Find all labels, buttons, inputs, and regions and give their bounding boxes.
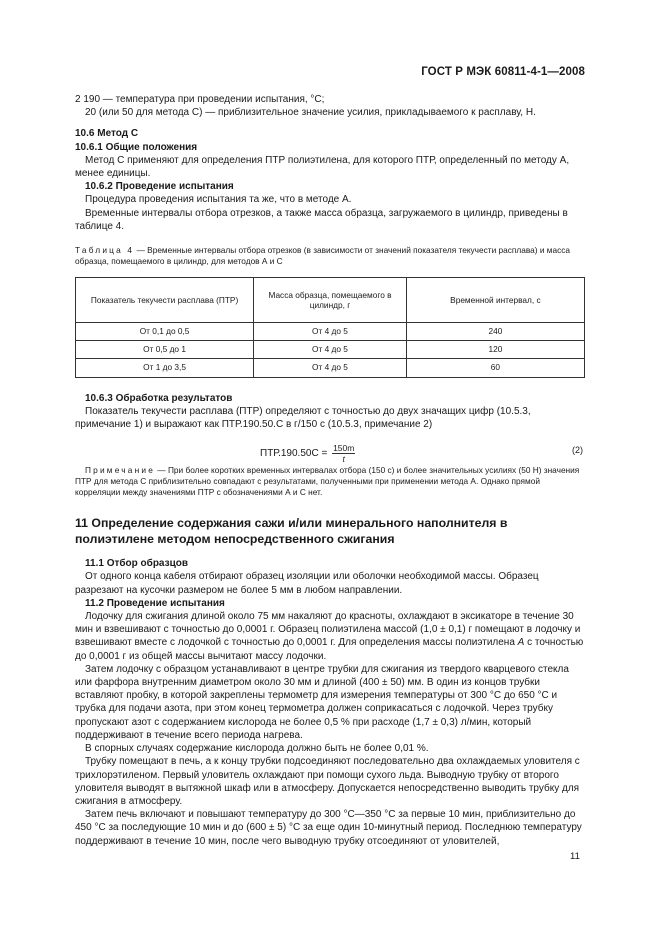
page-number: 11 <box>570 851 580 862</box>
legend-line-2: 20 (или 50 для метода С) — приблизительное значение усилия, прикладываемого к расплаву, Н. <box>85 107 536 119</box>
section-11-2-para-1 <box>75 610 585 663</box>
table-4-label: Таблица 4 <box>75 245 135 256</box>
para-text: Лодочку для сжигания длиной около 75 мм накаляют до красноты, охлаждают в эксикаторе в течение 30 мин и взвешивают с точностью до 0,0001 г. Образец полиэтилена массой (1,0 ± 0,1) г помещают в лодочку и взвешивают вместе с лодочкой с точностью до 0,0001 г. Для определения массы полиэтилена <box>75 611 581 649</box>
table-4-caption <box>75 245 585 267</box>
section-10-6-1-title: 10.6.1 Общие положения <box>75 141 198 153</box>
table-cell: 240 <box>406 323 584 341</box>
section-10-6-2-title: 10.6.2 Проведение испытания <box>85 181 234 193</box>
table-row <box>76 359 585 377</box>
section-11-2-para-3: В спорных случаях содержание кислорода должно быть не более 0,01 %. <box>85 743 429 755</box>
section-11-1-text: От одного конца кабеля отбирают образец изоляции или оболочки необходимой массы. Образец разрезают на кусочки размером не более 5 мм в любом направлении. <box>75 571 539 596</box>
table-header-cell: Масса образца, помещаемого в цилиндр, г <box>254 278 407 323</box>
section-10-6-2-para-2: Временные интервалы отбора отрезков, а также масса образца, загружаемого в цилиндр, приведены в таблице 4. <box>75 207 568 232</box>
table-cell: От 0,1 до 0,5 <box>76 323 254 341</box>
section-11-1-title: 11.1 Отбор образцов <box>85 558 188 570</box>
formula-fraction <box>332 443 355 464</box>
table-4-caption-text: — Временные интервалы отбора отрезков (в зависимости от значений показателя текучести расплава) и масса образца, помещаемого в цилиндр, для методов А и С <box>75 245 571 267</box>
para-text-tail: с точностью до 0,0001 г из общей массы вычитают массу лодочки. <box>75 637 584 662</box>
table-row <box>76 341 585 359</box>
section-10-6-3-text: Показатель текучести расплава (ПТР) определяют с точностью до двух значащих цифр (10.5.3, примечание 1) и выражают как ПТР.190.50.С в г/150 с (10.5.3, примечание 2) <box>75 405 531 431</box>
note <box>75 465 585 498</box>
table-cell: 120 <box>406 341 584 359</box>
section-11-title: 11 Определение содержания сажи и/или минерального наполнителя в полиэтилене методом непосредственного сжигания <box>75 516 508 546</box>
formula-2 <box>75 435 585 465</box>
note-text: — При более коротких временных интервалах отбора (150 с) и более значительных усилиях (50 Н) значения ПТР для метода С приблизительно совпадают с результатами, полученными при применении метода А. Однако прямой корреляции между значениями ПТР с обозначениями А и С нет. <box>75 465 580 498</box>
section-10-6-2-para-1: Процедура проведения испытания та же, что в методе А. <box>85 194 352 206</box>
section-10-6-3-title: 10.6.3 Обработка результатов <box>85 392 233 404</box>
formula-expression <box>260 443 355 464</box>
section-10-6-title: 10.6 Метод С <box>75 128 139 140</box>
section-10-6-1-text: Метод С применяют для определения ПТР полиэтилена, для которого ПТР, определенный по методу А, менее единицы. <box>75 154 570 180</box>
page-content <box>75 90 585 848</box>
table-header-cell: Временной интервал, с <box>406 278 584 323</box>
table-cell: От 4 до 5 <box>254 341 407 359</box>
mass-variable: А <box>517 637 525 649</box>
section-11-2-para-5: Затем печь включают и повышают температуру до 300 °С—350 °С за первые 10 мин, приблизительно до 450 °С за последующие 10 мин и до (600 ± 5) °С за еще один 10-минутный период. Последнюю температуру поддерживают в течение 10 мин, после чего выводную трубку отсоединяют от уловителей, <box>75 809 582 847</box>
formula-lhs: ПТР.190.50С = <box>260 448 331 460</box>
formula-denominator: t <box>342 454 345 465</box>
note-label: Примечание <box>85 465 156 476</box>
table-cell: От 4 до 5 <box>254 359 407 377</box>
document-header: ГОСТ Р МЭК 60811-4-1—2008 <box>421 66 585 78</box>
table-cell: От 4 до 5 <box>254 323 407 341</box>
table-header-row <box>76 278 585 323</box>
section-11-2-title: 11.2 Проведение испытания <box>85 597 225 609</box>
formula-number: (2) <box>572 445 583 456</box>
table-cell: 60 <box>406 359 584 377</box>
table-4 <box>75 277 585 378</box>
table-cell: От 0,5 до 1 <box>76 341 254 359</box>
formula-numerator: 150m <box>333 443 355 454</box>
table-cell: От 1 до 3,5 <box>76 359 254 377</box>
section-11-2-para-4: Трубку помещают в печь, а к концу трубки подсоединяют последовательно два охлаждаемых уловителя с трихлорэтиленом. Первый уловитель охлаждают при помощи сухого льда. Выводную трубку от второго уловителя выводят в вытяжной шкаф или в атмосферу. Допускается непосредственно выводить трубку для сжигания в атмосферу. <box>75 756 580 807</box>
section-11-2-para-2: Затем лодочку с образцом устанавливают в центре трубки для сжигания из твердого кварцевого стекла или фарфора внутренним диаметром около 30 мм и длиной (400 ± 50) мм. В один из концов трубки вставляют пробку, в которой закреплены термометр для измерения температуры от 300 °С до 650 °С и трубка для подачи азота, при этом конец термометра должен соприкасаться с лодочкой. Через трубку пропускают азот с содержанием кислорода не более 0,5 % при расходе (1,7 ± 0,3) л/мин, который поддерживают в течение всего периода нагрева. <box>75 663 569 741</box>
table-header-cell: Показатель текучести расплава (ПТР) <box>76 278 254 323</box>
legend-line-1: 2 190 — температура при проведении испытания, °С; <box>75 94 325 105</box>
table-row <box>76 323 585 341</box>
